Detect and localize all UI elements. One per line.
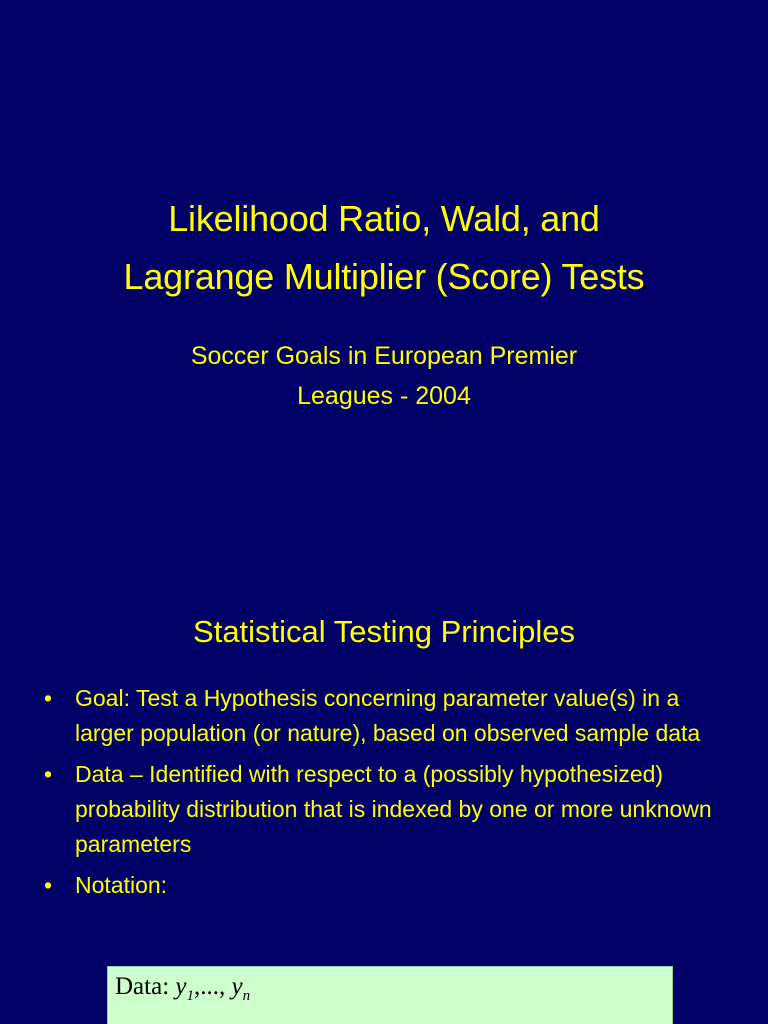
notation-box xyxy=(107,966,673,1024)
principles-heading: Statistical Testing Principles xyxy=(193,614,575,649)
bullet-dot-icon: • xyxy=(44,761,53,787)
notation-var-2: y xyxy=(231,973,243,1000)
slide-subtitle-line-1: Soccer Goals in European Premier xyxy=(190,342,578,370)
bullet-text: Notation: xyxy=(75,872,168,898)
bullet-list xyxy=(44,681,734,909)
bullet-item-notation xyxy=(44,868,734,903)
notation-separator: ,..., xyxy=(194,973,226,1000)
slide-title xyxy=(0,190,768,306)
bullet-text: Data – Identified with respect to a (possibly hypothesized) probability distribution that is indexed by one or more unknown parameters xyxy=(75,761,712,857)
slide-subtitle-line-2: Leagues - 2004 xyxy=(297,382,471,410)
principles-slide xyxy=(0,576,768,1024)
slide-subtitle xyxy=(0,336,768,416)
bullet-item-goal xyxy=(44,681,734,751)
notation-label: Data: xyxy=(115,973,170,1000)
slide-title-line-2: Lagrange Multiplier (Score) Tests xyxy=(123,256,645,297)
bullet-text: Goal: Test a Hypothesis concerning parameter value(s) in a larger population (or nature), based on observed sample data xyxy=(75,685,701,746)
slide-title-line-1: Likelihood Ratio, Wald, and xyxy=(168,198,600,239)
bullet-dot-icon: • xyxy=(44,872,53,898)
notation-sub-1: 1 xyxy=(186,988,194,1004)
bullet-item-data xyxy=(44,757,734,862)
notation-sub-2: n xyxy=(242,988,251,1004)
notation-var-1: y xyxy=(175,973,187,1000)
bullet-dot-icon: • xyxy=(44,685,53,711)
